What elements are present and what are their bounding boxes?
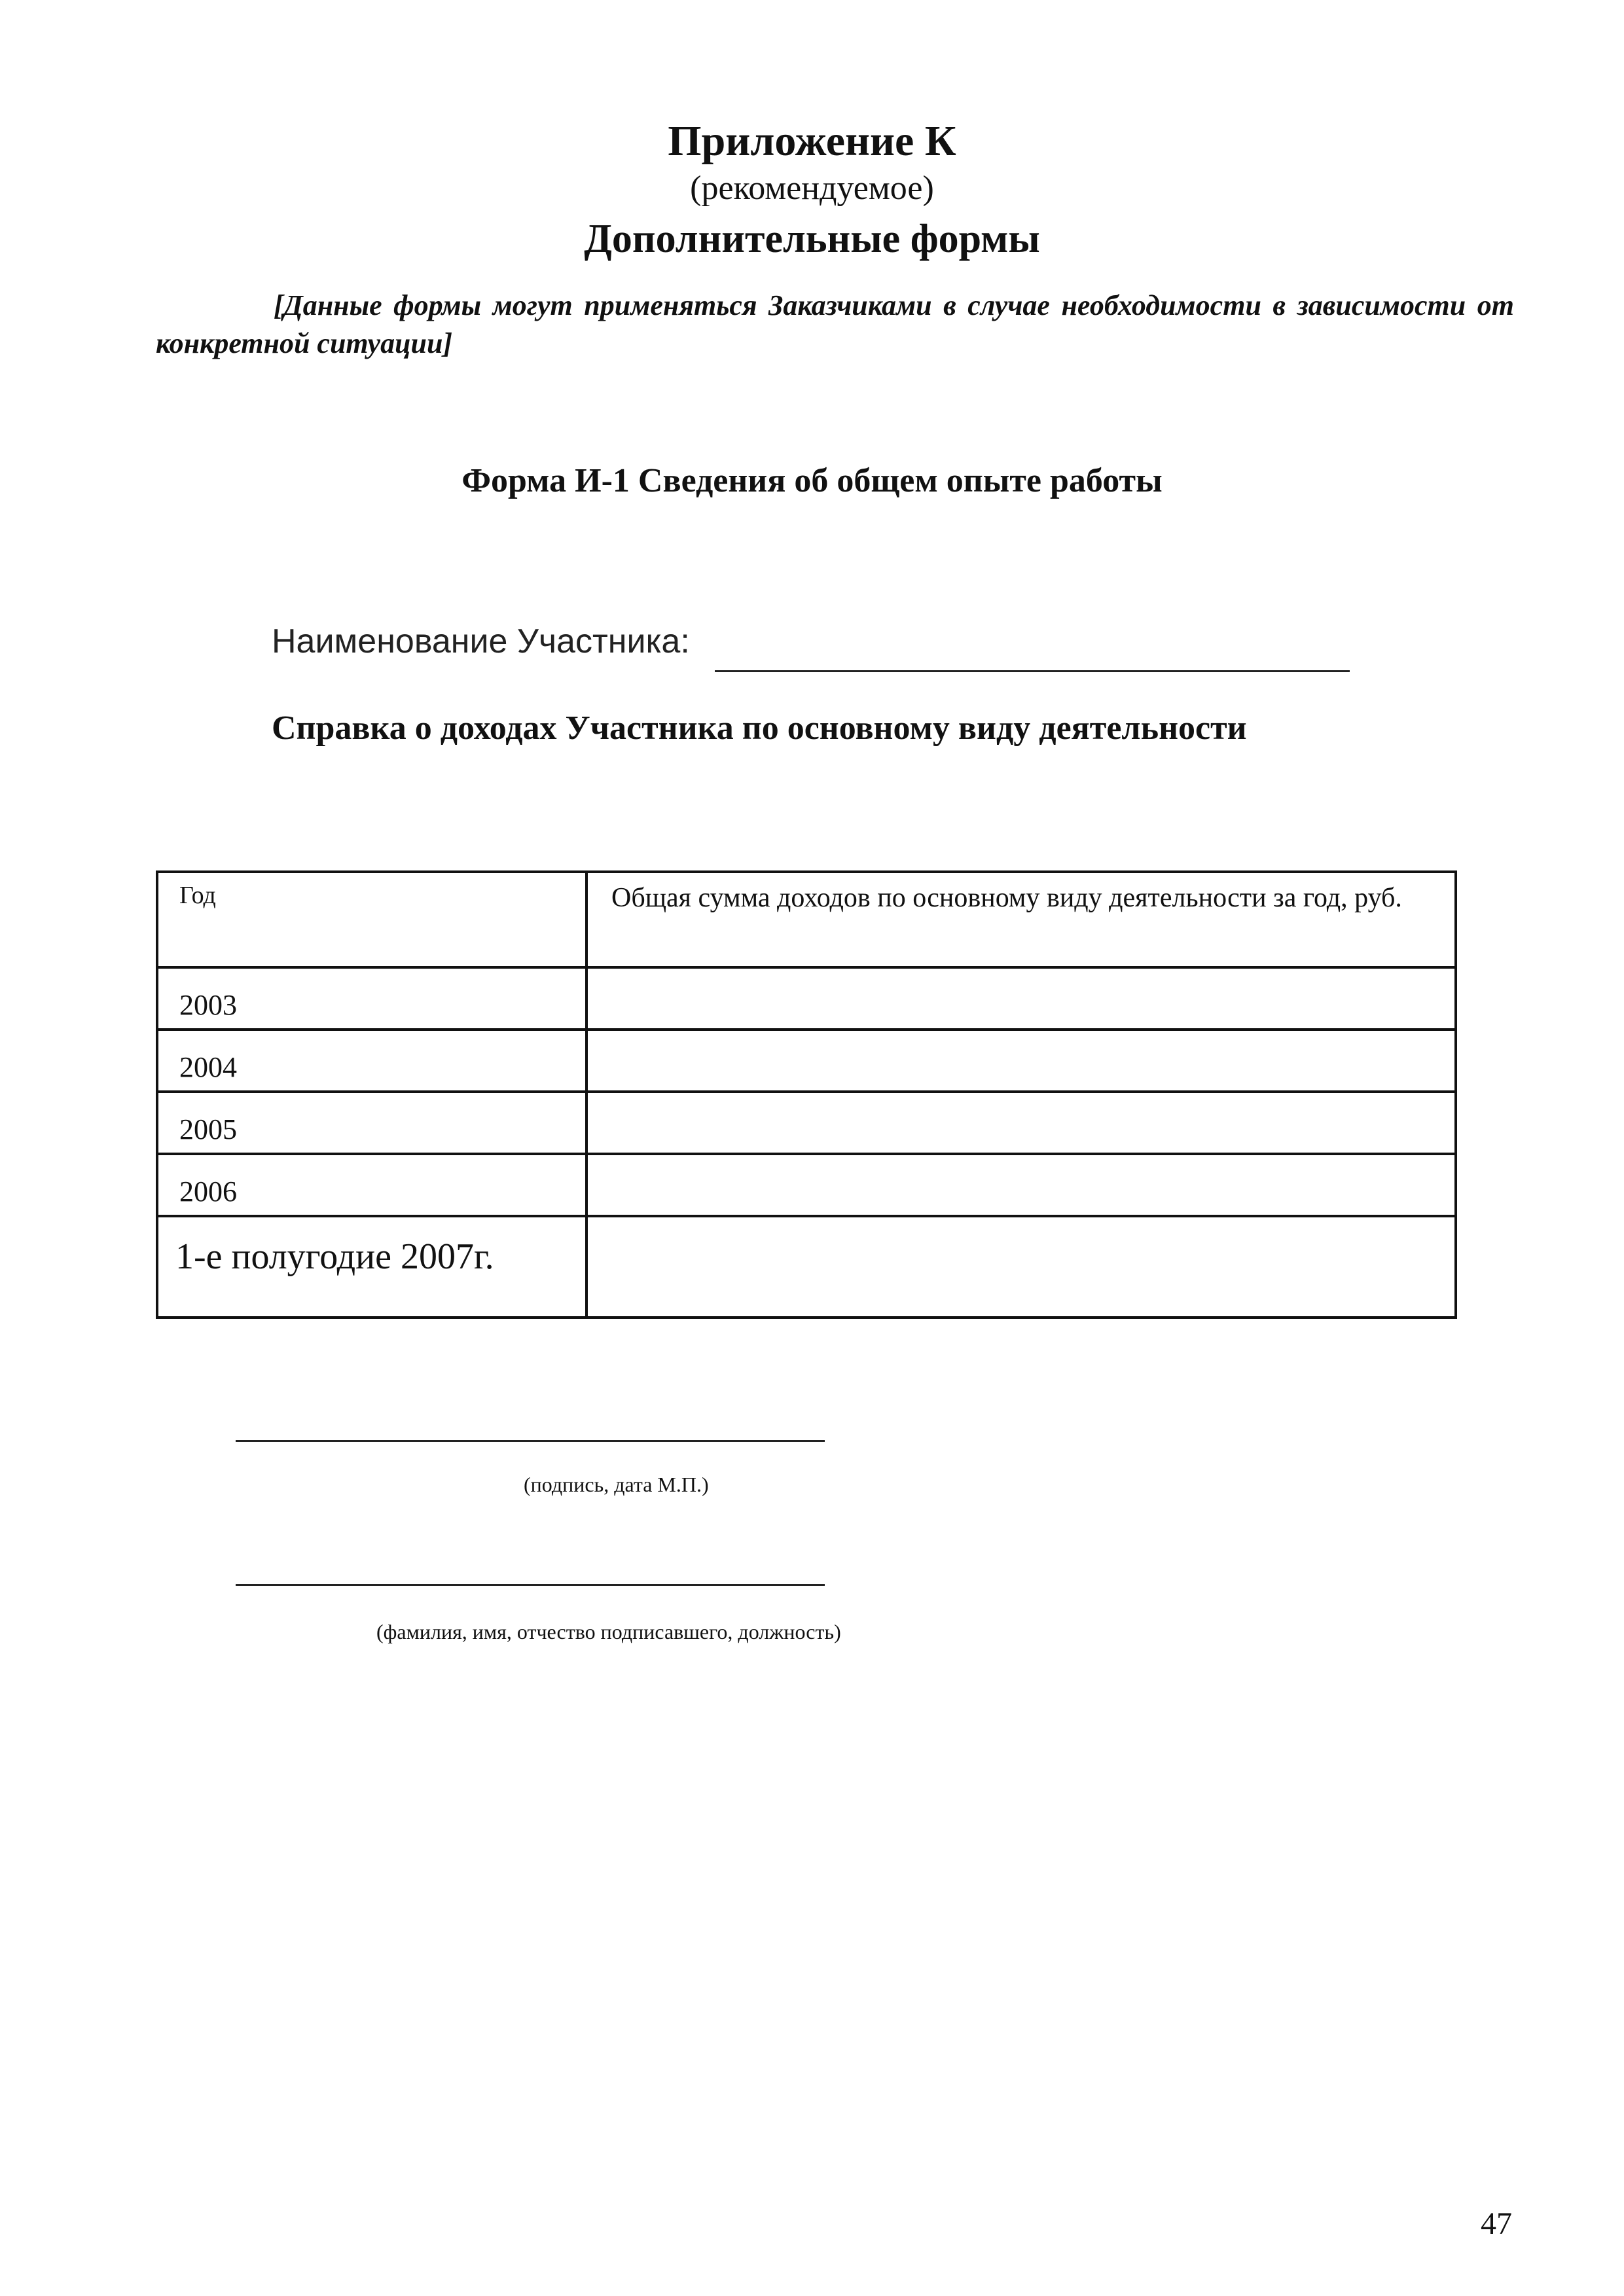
- table-row: [157, 1092, 1456, 1154]
- table-cell-amount[interactable]: [586, 1216, 1456, 1318]
- appendix-title: Приложение К: [668, 117, 956, 165]
- table-cell-amount[interactable]: [586, 1092, 1456, 1154]
- table-cell-year: 1-е полугодие 2007г.: [157, 1216, 586, 1318]
- table-cell-year: 2004: [157, 1030, 586, 1092]
- table-cell-year: 2003: [157, 967, 586, 1030]
- table-cell-amount[interactable]: [586, 1030, 1456, 1092]
- participant-name-field[interactable]: [715, 670, 1350, 672]
- table-header-row: [157, 872, 1456, 967]
- appendix-heading: Дополнительные формы: [584, 217, 1040, 261]
- income-table: [156, 870, 1457, 1319]
- signature-date-field[interactable]: [236, 1440, 825, 1442]
- table-row: [157, 1216, 1456, 1318]
- column-header-year: Год: [157, 872, 586, 967]
- appendix-subtitle: (рекомендуемое): [690, 170, 934, 207]
- table-row: [157, 967, 1456, 1030]
- signatory-name-field[interactable]: [236, 1584, 825, 1586]
- income-title: Справка о доходах Участника по основному виду деятельности: [272, 709, 1247, 747]
- signature-date-caption: (подпись, дата М.П.): [524, 1473, 709, 1496]
- table-row: [157, 1154, 1456, 1216]
- participant-label: Наименование Участника:: [272, 622, 690, 660]
- table-cell-amount[interactable]: [586, 1154, 1456, 1216]
- table-cell-year: 2006: [157, 1154, 586, 1216]
- usage-note: [Данные формы могут применяться Заказчиками в случае необходимости в зависимости от конкретной ситуации]: [156, 289, 1514, 359]
- form-title: Форма И-1 Сведения об общем опыте работы: [461, 462, 1163, 499]
- column-header-amount: Общая сумма доходов по основному виду деятельности за год, руб.: [586, 872, 1456, 967]
- table-row: [157, 1030, 1456, 1092]
- table-cell-amount[interactable]: [586, 967, 1456, 1030]
- table-cell-year: 2005: [157, 1092, 586, 1154]
- signatory-name-caption: (фамилия, имя, отчество подписавшего, должность): [376, 1620, 841, 1643]
- page-number: 47: [1481, 2206, 1512, 2241]
